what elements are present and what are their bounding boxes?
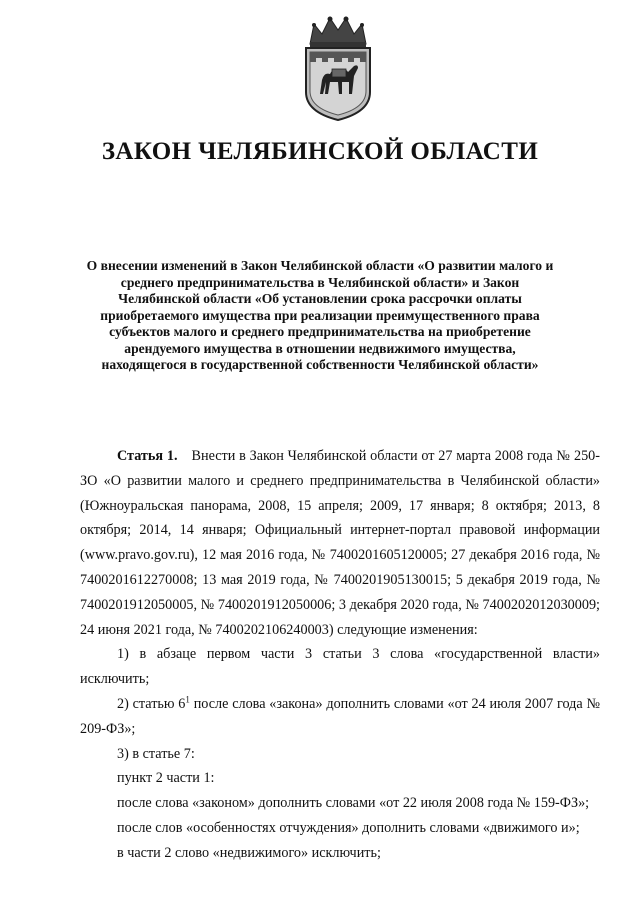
amendment-item-3: 3) в статье 7: xyxy=(117,745,195,762)
amendment-item-2 xyxy=(80,692,600,742)
amendment-item-2-end: после слова «закона» дополнить словами «от 24 июля 2007 года № 209-ФЗ»; xyxy=(80,695,600,737)
amendment-item-3-line-1: после слова «законом» дополнить словами «от 22 июля 2008 года № 159-ФЗ»; xyxy=(117,795,590,812)
article-1-text: Внести в Закон Челябинской области от 27 марта 2008 года № 250-ЗО «О развитии малого и среднего предпринимательства в Челябинской области» (Южноуральская панорама, 2008, 15 апреля; 2009, 17 января; 8 октября; 2013, 8 октября; 2014, 14 января; Официальный интернет-портал правовой информации (www.pravo.gov.ru), 12 мая 2016 года, № 7400201605120005; 27 декабря 2016 года, № 7400201612270008; 13 мая 2019 года, № 7400201905130015; 5 декабря 2019 года, № 7400201912050005, № 7400201912050006; 3 декабря 2020 года, № 7400202012030009; 24 июня 2021 года, № 7400202106240003) следующие изменения: xyxy=(80,448,600,638)
amendment-item-3-point: пункт 2 части 1: xyxy=(117,770,215,787)
law-subject-heading: О внесении изменений в Закон Челябинской области «О развитии малого и среднего предпринимательства в Челябинской области» и Закон Челябинской области «Об установлении срока рассрочки оплаты приобретаемого имущества при реализации преимущественного права субъектов малого и среднего предпринимательства на приобретение арендуемого имущества в отношении недвижимого имущества, находящегося в государственной собственности Челябинской области» xyxy=(86,258,554,372)
law-title: ЗАКОН ЧЕЛЯБИНСКОЙ ОБЛАСТИ xyxy=(101,138,539,165)
coat-of-arms-emblem xyxy=(296,14,380,124)
amendment-item-1: 1) в абзаце первом части 3 статьи 3 слова «государственной власти» исключить; xyxy=(80,646,600,688)
law-body xyxy=(80,444,600,866)
article-1-label: Статья 1. xyxy=(117,448,178,464)
amendment-item-3-line-3: в части 2 слово «недвижимого» исключить; xyxy=(117,844,381,861)
amendment-item-3-line-2: после слов «особенностях отчуждения» дополнить словами «движимого и»; xyxy=(117,819,580,836)
amendment-item-2-superscript: 1 xyxy=(185,694,190,705)
article-1-paragraph xyxy=(80,444,600,642)
amendment-item-2-start: 2) статью 6 xyxy=(117,695,186,712)
